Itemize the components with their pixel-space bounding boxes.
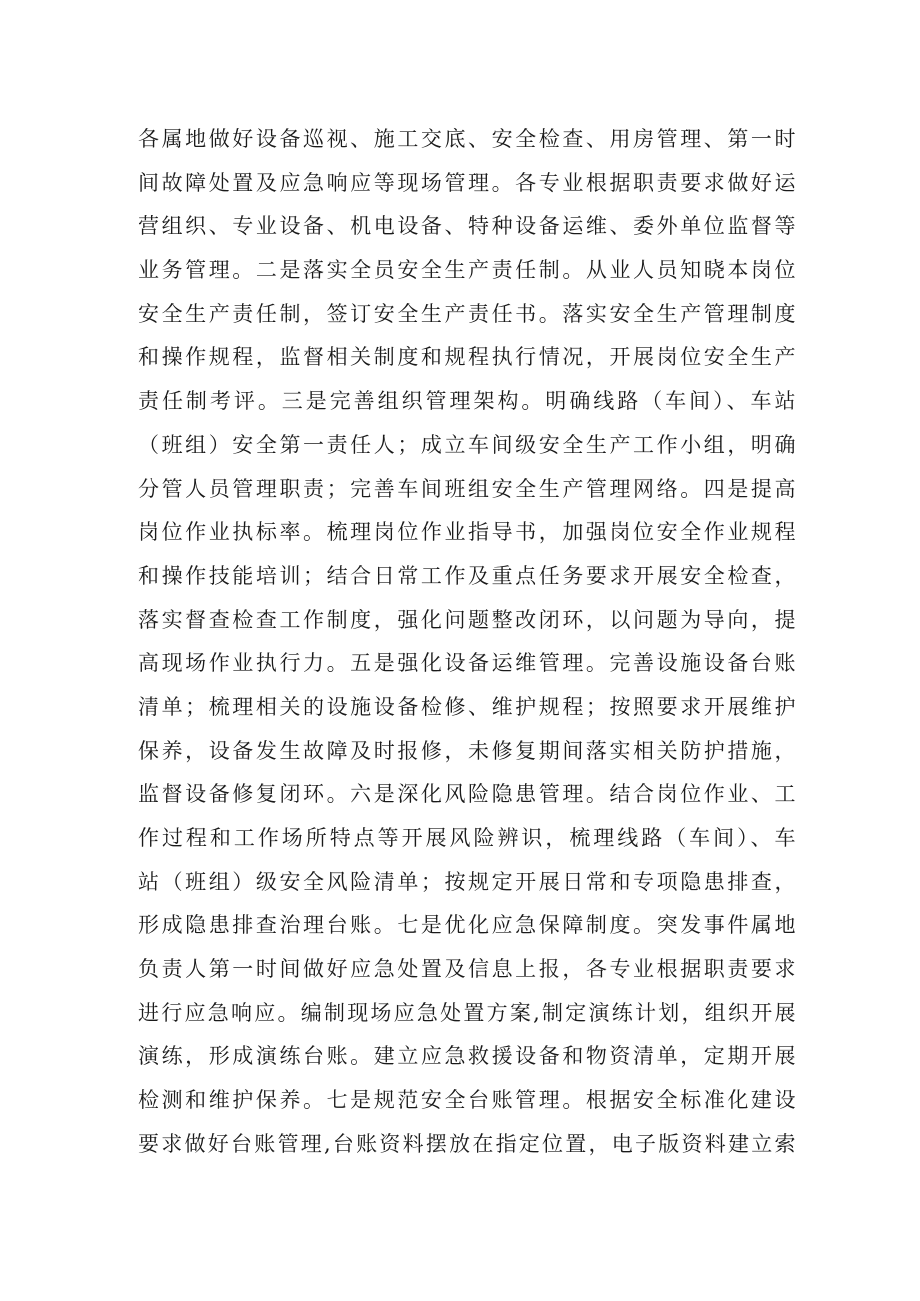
text-line: 清单；梳理相关的设施设备检修、维护规程；按照要求开展维护	[138, 694, 796, 719]
text-line: 营组织、专业设备、机电设备、特种设备运维、委外单位监督等	[138, 214, 796, 239]
text-line: 站（班组）级安全风险清单；按规定开展日常和专项隐患排查，	[138, 869, 796, 894]
text-line: 要求做好台账管理,台账资料摆放在指定位置，电子版资料建立索	[138, 1131, 796, 1156]
text-line: 和操作技能培训；结合日常工作及重点任务要求开展安全检查，	[138, 563, 796, 588]
text-line: 检测和维护保养。七是规范安全台账管理。根据安全标准化建设	[138, 1088, 796, 1113]
text-line: 各属地做好设备巡视、施工交底、安全检查、用房管理、第一时	[138, 127, 796, 151]
text-line: 进行应急响应。编制现场应急处置方案,制定演练计划，组织开展	[138, 1000, 796, 1025]
text-line: 高现场作业执行力。五是强化设备运维管理。完善设施设备台账	[138, 651, 796, 676]
text-line: 监督设备修复闭环。六是深化风险隐患管理。结合岗位作业、工	[138, 782, 796, 807]
text-line: 负责人第一时间做好应急处置及信息上报，各专业根据职责要求	[138, 957, 796, 982]
body-paragraph	[138, 118, 796, 1167]
text-line: （班组）安全第一责任人；成立车间级安全生产工作小组，明确	[138, 432, 796, 457]
text-line: 落实督查检查工作制度，强化问题整改闭环，以问题为导向，提	[138, 607, 796, 632]
text-line: 分管人员管理职责；完善车间班组安全生产管理网络。四是提高	[138, 476, 796, 501]
text-line: 演练，形成演练台账。建立应急救援设备和物资清单，定期开展	[138, 1044, 796, 1069]
text-line: 责任制考评。三是完善组织管理架构。明确线路（车间）、车站	[138, 389, 796, 414]
text-line: 保养，设备发生故障及时报修，未修复期间落实相关防护措施，	[138, 738, 796, 763]
text-line: 间故障处置及应急响应等现场管理。各专业根据职责要求做好运	[138, 170, 796, 195]
text-line: 岗位作业执标率。梳理岗位作业指导书，加强岗位安全作业规程	[138, 520, 796, 545]
text-line: 和操作规程，监督相关制度和规程执行情况，开展岗位安全生产	[138, 345, 796, 370]
text-line: 作过程和工作场所特点等开展风险辨识，梳理线路（车间）、车	[138, 826, 796, 850]
text-line: 业务管理。二是落实全员安全生产责任制。从业人员知晓本岗位	[138, 258, 796, 283]
text-line: 形成隐患排查治理台账。七是优化应急保障制度。突发事件属地	[138, 913, 796, 938]
text-line: 安全生产责任制，签订安全生产责任书。落实安全生产管理制度	[138, 301, 796, 326]
